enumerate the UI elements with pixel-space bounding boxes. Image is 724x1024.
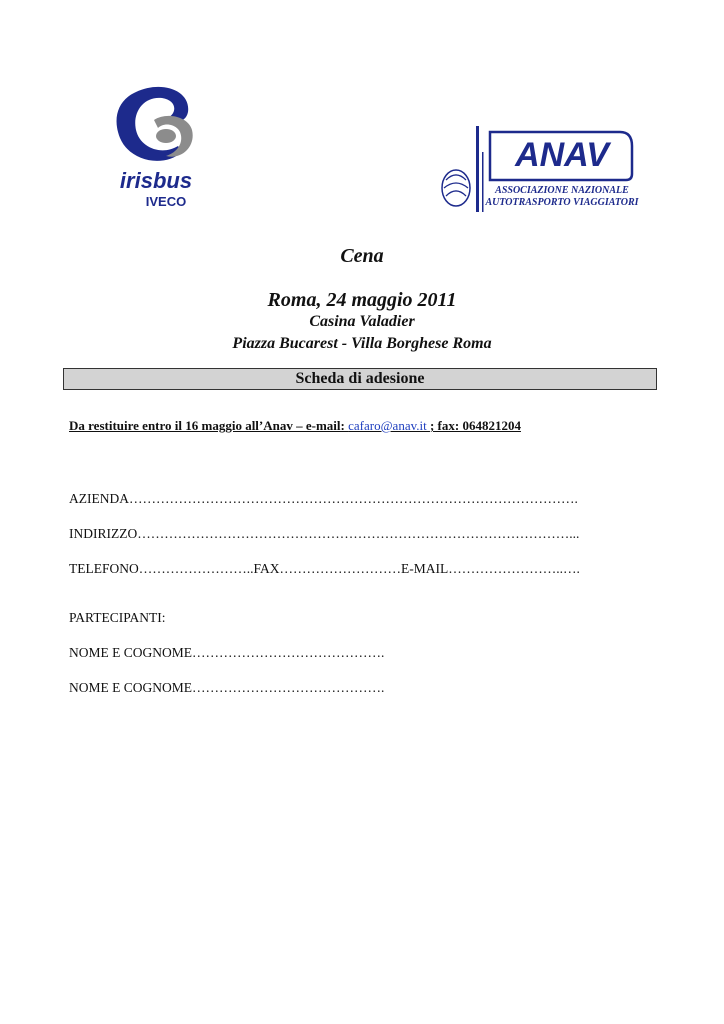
iveco-wordmark: IVECO [145,194,187,209]
anav-subtitle-2: AUTOTRASPORTO VIAGGIATORI [485,197,639,208]
event-venue: Casina Valadier [309,313,415,330]
nome-cognome-field-2: NOME E COGNOME……………………………………. [69,680,385,695]
return-suffix: ; fax: 064821204 [429,418,521,433]
event-date: Roma, 24 maggio 2011 [267,289,457,311]
anav-subtitle-1: ASSOCIAZIONE NAZIONALE [495,185,629,196]
irisbus-logo [106,82,206,212]
emblem-icon [442,170,470,206]
email-link[interactable]: cafaro@anav.it [348,418,430,433]
indirizzo-field: INDIRIZZO……………………………………………………………………………………... [69,526,580,541]
anav-logo-icon [434,122,644,214]
anav-logo [434,122,644,214]
partecipanti-label: PARTECIPANTI: [69,610,166,625]
form-heading: Scheda di adesione [63,368,657,390]
azienda-field: AZIENDA………………………………………………………………………………………. [69,491,578,506]
nome-cognome-field-1: NOME E COGNOME……………………………………. [69,645,385,660]
irisbus-wordmark: irisbus [119,168,193,193]
anav-wordmark: ANAV [515,136,609,174]
event-address: Piazza Bucarest - Villa Borghese Roma [232,335,492,352]
dolphin-logo-icon [106,82,206,212]
return-instructions [69,418,521,434]
event-title: Cena [340,245,384,267]
telefono-fax-email-field: TELEFONO……………………..FAX………………………E-MAIL……………………..…. [69,561,580,576]
return-prefix: Da restituire entro il 16 maggio all’Anav – e-mail: [69,418,349,433]
